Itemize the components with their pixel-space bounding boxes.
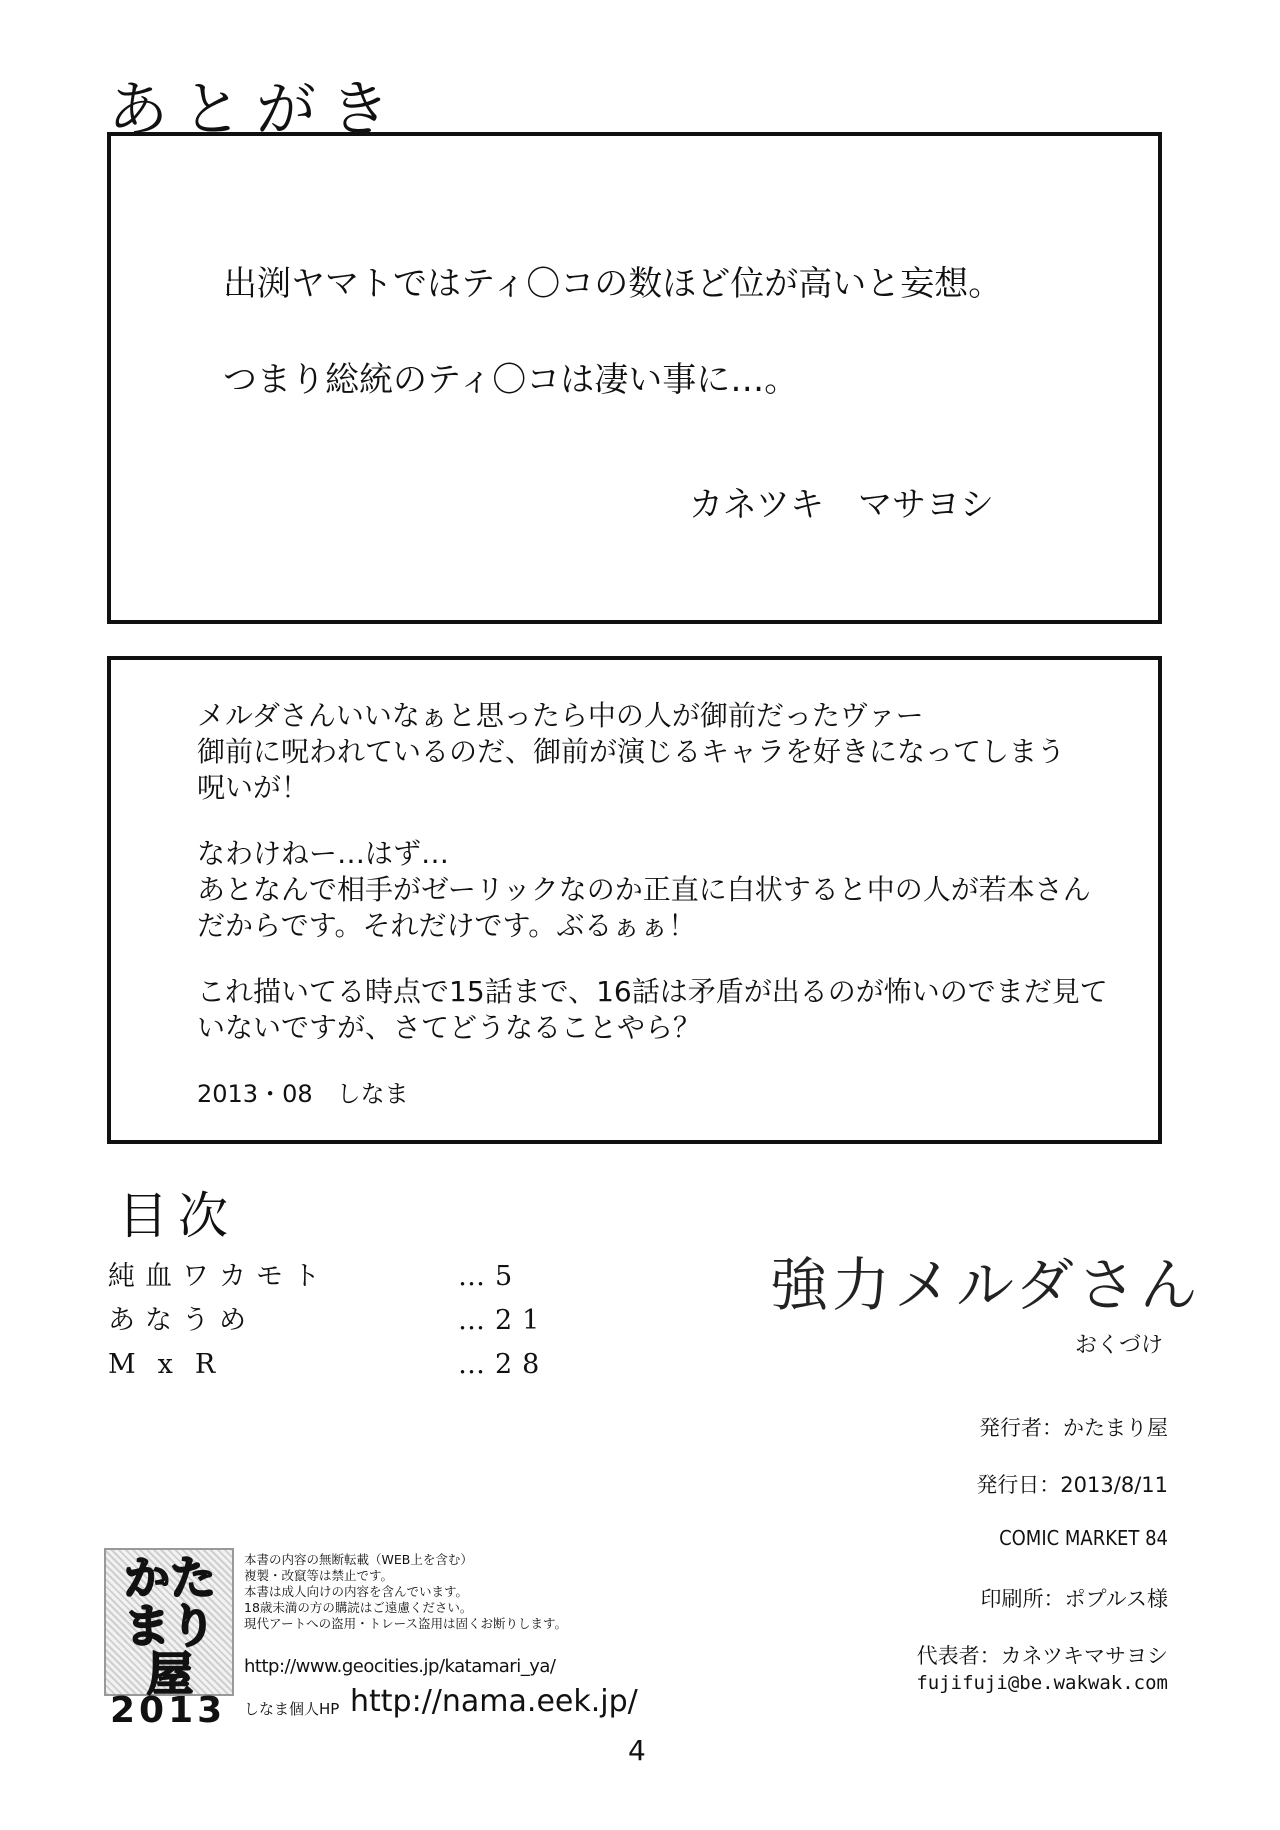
afterword-paragraph-2 (197, 836, 1137, 944)
afterword-body (197, 698, 1137, 1142)
logo-year: 2013 (110, 1690, 227, 1731)
publisher: 発行者：かたまり屋 (979, 1416, 1168, 1440)
notice-line: 本書は成人向けの内容を含んでいます。 (244, 1584, 469, 1599)
afterword-box-2 (107, 656, 1162, 1144)
toc-heading: 目次 (118, 1187, 238, 1245)
notice-line: 本書の内容の無断転載（WEB上を含む） (244, 1552, 473, 1567)
text-line: あとなんで相手がゼーリックなのか正直に白状すると中の人が若本さん (197, 873, 1091, 906)
toc-row (108, 1299, 549, 1343)
printer: 印刷所：ポプルス様 (980, 1587, 1168, 1611)
afterword-line-2: つまり総統のティ〇コは凄い事に…。 (223, 360, 799, 400)
afterword-paragraph-1 (197, 698, 1137, 806)
afterword-box-1 (107, 132, 1162, 624)
colophon (748, 1412, 1168, 1729)
toc-title: MxR (108, 1349, 238, 1380)
toc-title: 純血ワカモト (108, 1261, 330, 1292)
text-line: メルダさんいいなぁと思ったら中の人が御前だったヴァー (197, 699, 924, 732)
book-title: 強力メルダさん (770, 1251, 1202, 1319)
text-line: だからです。それだけです。ぶるぁぁ！ (197, 909, 697, 942)
email: fujifuji@be.wakwak.com (916, 1672, 1168, 1694)
logo-text: かたまり屋 (124, 1551, 216, 1701)
toc-list (108, 1255, 549, 1387)
toc-row (108, 1343, 549, 1387)
text-line: 呪いが！ (197, 771, 310, 804)
afterword-signature-2: 2013・08 しなま (197, 1080, 409, 1108)
publish-date: 発行日：2013/8/11 (976, 1473, 1168, 1497)
toc-title: あなうめ (108, 1305, 256, 1336)
notice-line: 現代アートへの盗用・トレース盗用は固くお断りします。 (244, 1616, 568, 1631)
text-line: 御前に呪われているのだ、御前が演じるキャラを好きになってしまう (197, 735, 1066, 768)
text-line: なわけねー…はず… (197, 837, 450, 870)
afterword-line-1: 出渕ヤマトではティ〇コの数ほど位が高いと妄想。 (223, 264, 1003, 304)
copyright-notice (244, 1552, 624, 1632)
page-number: 4 (628, 1734, 646, 1767)
text-line: これ描いてる時点で15話まで、16話は矛盾が出るのが怖いのでまだ見て (197, 975, 1108, 1008)
toc-page: …5 (458, 1261, 523, 1292)
notice-line: 複製・改竄等は禁止です。 (244, 1568, 394, 1583)
afterword-paragraph-3 (197, 974, 1137, 1046)
circle-logo (104, 1548, 234, 1701)
notice-line: 18歳未満の方の購読はご遠慮ください。 (244, 1600, 473, 1615)
text-line: いないですが、さてどうなることやら？ (197, 1011, 702, 1044)
hp-label: しなま個人HP (244, 1700, 340, 1718)
toc-page: …28 (458, 1349, 550, 1380)
toc-row (108, 1255, 549, 1299)
personal-url: http://nama.eek.jp/ (350, 1684, 638, 1719)
toc-page: …21 (458, 1305, 550, 1336)
afterword-heading: あとがき (108, 75, 404, 145)
circle-url: http://www.geocities.jp/katamari_ya/ (244, 1656, 556, 1677)
representative: 代表者：カネツキマサヨシ (916, 1644, 1168, 1668)
afterword-signature-1: カネツキ マサヨシ (689, 485, 994, 525)
book-subtitle: おくづけ (1075, 1333, 1164, 1358)
event: COMIC MARKET 84 (999, 1526, 1168, 1550)
